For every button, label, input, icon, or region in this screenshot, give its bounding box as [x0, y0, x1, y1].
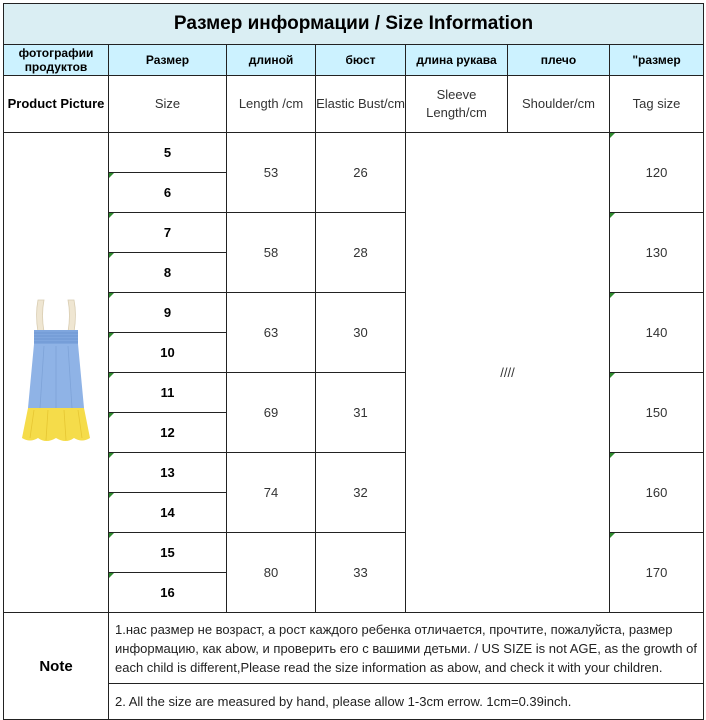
header-en-tag: Tag size	[610, 76, 704, 133]
size-cell: 11	[109, 373, 227, 413]
dress-picture-icon	[20, 298, 92, 448]
corner-mark-icon	[610, 293, 615, 298]
corner-mark-icon	[109, 173, 114, 178]
size-cell: 15	[109, 533, 227, 573]
table-title: Размер информации / Size Information	[4, 4, 704, 45]
length-cell: 69	[227, 373, 316, 453]
header-en-picture: Product Picture	[4, 76, 109, 133]
sleeve-shoulder-cell: ////	[406, 133, 610, 613]
tag-size-cell: 140	[610, 293, 704, 373]
corner-mark-icon	[109, 453, 114, 458]
size-cell: 8	[109, 253, 227, 293]
size-cell: 7	[109, 213, 227, 253]
corner-mark-icon	[610, 133, 615, 138]
corner-mark-icon	[109, 213, 114, 218]
header-ru-tag: "размер	[610, 45, 704, 76]
product-picture-cell	[4, 133, 109, 613]
size-cell: 6	[109, 173, 227, 213]
header-ru-bust: бюст	[316, 45, 406, 76]
size-cell: 13	[109, 453, 227, 493]
header-ru-shoulder: плечо	[508, 45, 610, 76]
header-en-shoulder: Shoulder/cm	[508, 76, 610, 133]
bust-cell: 31	[316, 373, 406, 453]
corner-mark-icon	[610, 453, 615, 458]
size-chart	[3, 3, 703, 712]
corner-mark-icon	[610, 533, 615, 538]
header-ru-picture: фотографии продуктов	[4, 45, 109, 76]
header-en-sleeve: Sleeve Length/cm	[406, 76, 508, 133]
size-cell: 16	[109, 573, 227, 613]
tag-size-cell: 150	[610, 373, 704, 453]
header-ru-sleeve: длина рукава	[406, 45, 508, 76]
length-cell: 74	[227, 453, 316, 533]
header-en-size: Size	[109, 76, 227, 133]
header-en-length: Length /cm	[227, 76, 316, 133]
size-cell: 5	[109, 133, 227, 173]
bust-cell: 32	[316, 453, 406, 533]
corner-mark-icon	[109, 253, 114, 258]
size-table	[3, 3, 704, 720]
bust-cell: 30	[316, 293, 406, 373]
corner-mark-icon	[109, 413, 114, 418]
size-cell: 14	[109, 493, 227, 533]
length-cell: 53	[227, 133, 316, 213]
tag-size-cell: 160	[610, 453, 704, 533]
corner-mark-icon	[109, 373, 114, 378]
corner-mark-icon	[109, 333, 114, 338]
corner-mark-icon	[109, 533, 114, 538]
length-cell: 58	[227, 213, 316, 293]
corner-mark-icon	[109, 293, 114, 298]
corner-mark-icon	[109, 573, 114, 578]
size-cell: 9	[109, 293, 227, 333]
tag-size-cell: 130	[610, 213, 704, 293]
length-cell: 63	[227, 293, 316, 373]
size-cell: 12	[109, 413, 227, 453]
corner-mark-icon	[610, 213, 615, 218]
length-cell: 80	[227, 533, 316, 613]
corner-mark-icon	[610, 373, 615, 378]
header-ru-size: Размер	[109, 45, 227, 76]
bust-cell: 26	[316, 133, 406, 213]
note-line-2: 2. All the size are measured by hand, please allow 1-3cm errow. 1cm=0.39inch.	[109, 684, 704, 720]
size-cell: 10	[109, 333, 227, 373]
tag-size-cell: 120	[610, 133, 704, 213]
header-en-bust: Elastic Bust/cm	[316, 76, 406, 133]
header-ru-length: длиной	[227, 45, 316, 76]
bust-cell: 28	[316, 213, 406, 293]
note-label: Note	[4, 613, 109, 720]
tag-size-cell: 170	[610, 533, 704, 613]
bust-cell: 33	[316, 533, 406, 613]
corner-mark-icon	[109, 493, 114, 498]
note-line-1: 1.нас размер не возраст, а рост каждого ребенка отличается, прочтите, пожалуйста, размер информацию, как abow, и проверить его с вашими детьми. / US SIZE is not AGE, as the growth of each child is different,Please read the size information as abow, and check it with your children.	[109, 613, 704, 684]
